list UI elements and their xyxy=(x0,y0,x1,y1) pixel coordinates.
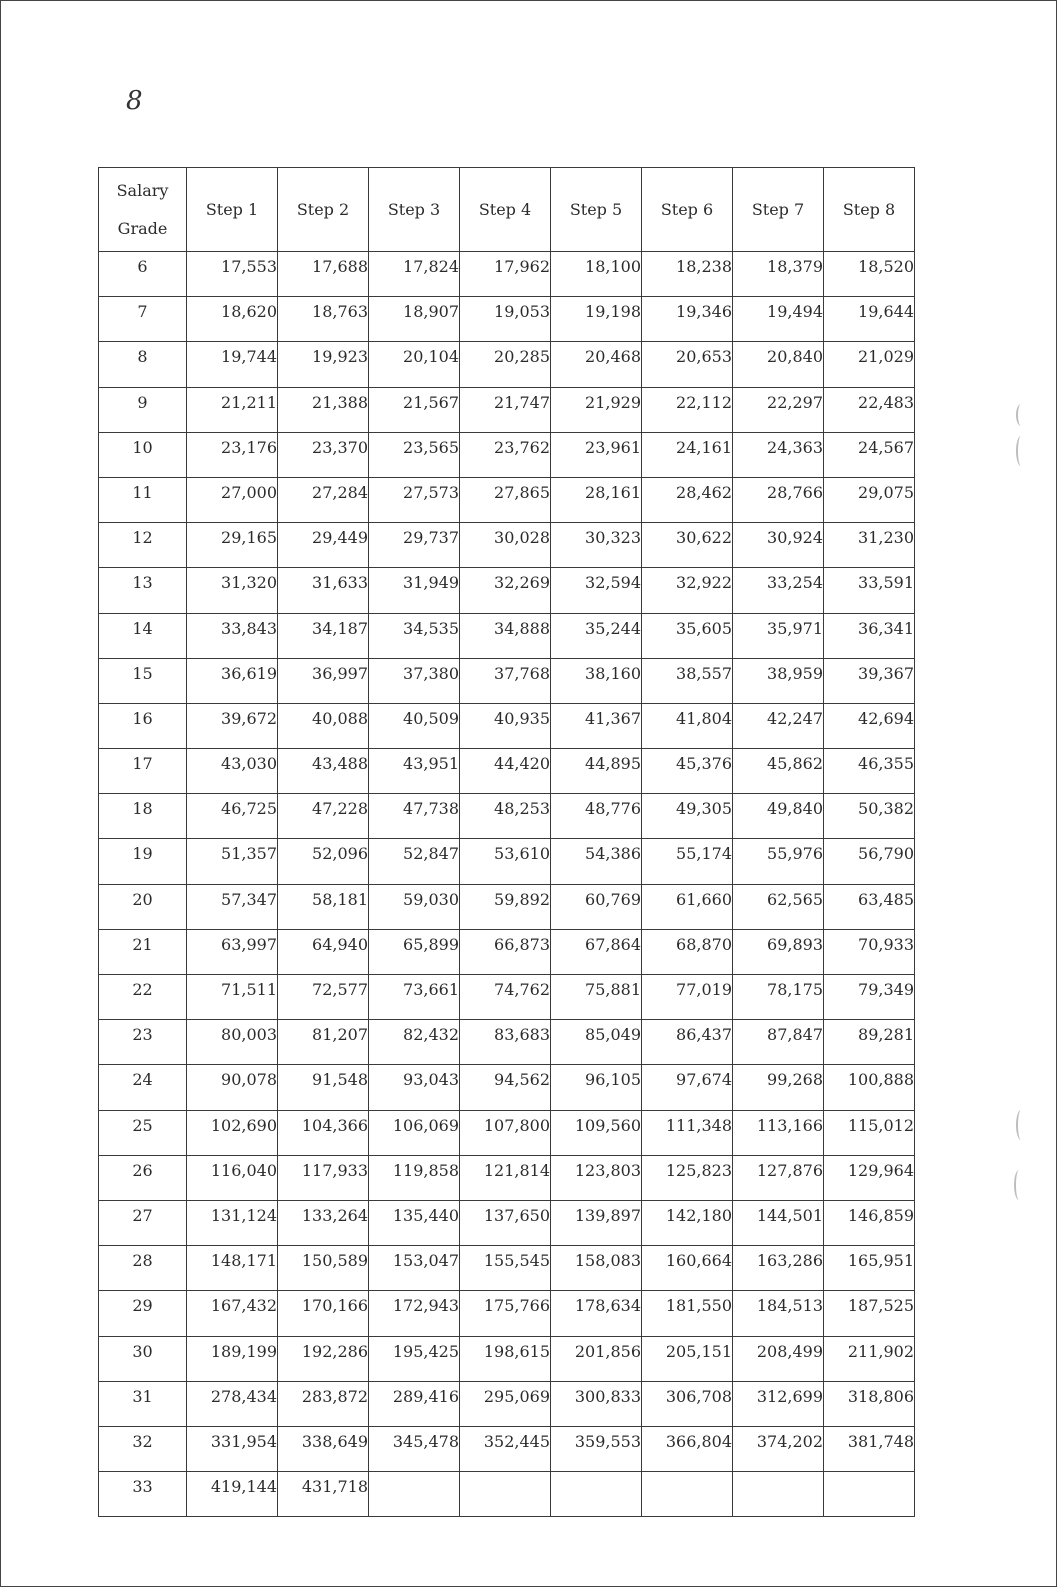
salary-grade-cell: 26 xyxy=(99,1155,187,1200)
salary-grade-cell: 33 xyxy=(99,1472,187,1517)
scan-mark xyxy=(1016,1110,1026,1140)
table-row xyxy=(99,1426,915,1471)
salary-amount-cell xyxy=(369,1472,460,1517)
table-row xyxy=(99,1381,915,1426)
table-row xyxy=(99,432,915,477)
salary-amount-cell: 20,285 xyxy=(460,342,551,387)
salary-amount-cell: 115,012 xyxy=(824,1110,915,1155)
salary-amount-cell: 53,610 xyxy=(460,839,551,884)
salary-amount-cell: 331,954 xyxy=(187,1426,278,1471)
salary-amount-cell: 74,762 xyxy=(460,975,551,1020)
salary-amount-cell: 121,814 xyxy=(460,1155,551,1200)
salary-amount-cell: 381,748 xyxy=(824,1426,915,1471)
salary-amount-cell: 211,902 xyxy=(824,1336,915,1381)
salary-amount-cell: 47,228 xyxy=(278,794,369,839)
salary-amount-cell: 37,768 xyxy=(460,658,551,703)
salary-amount-cell: 21,929 xyxy=(551,387,642,432)
salary-amount-cell: 22,483 xyxy=(824,387,915,432)
step-5-header: Step 5 xyxy=(551,168,642,252)
salary-amount-cell: 32,922 xyxy=(642,568,733,613)
salary-amount-cell: 104,366 xyxy=(278,1110,369,1155)
salary-grade-cell: 6 xyxy=(99,252,187,297)
table-row xyxy=(99,1065,915,1110)
salary-amount-cell: 22,297 xyxy=(733,387,824,432)
salary-amount-cell: 37,380 xyxy=(369,658,460,703)
salary-amount-cell: 18,763 xyxy=(278,297,369,342)
salary-amount-cell: 17,824 xyxy=(369,252,460,297)
table-row xyxy=(99,975,915,1020)
salary-amount-cell: 119,858 xyxy=(369,1155,460,1200)
salary-amount-cell: 38,557 xyxy=(642,658,733,703)
salary-amount-cell: 19,346 xyxy=(642,297,733,342)
salary-amount-cell: 44,420 xyxy=(460,749,551,794)
salary-amount-cell: 18,620 xyxy=(187,297,278,342)
salary-amount-cell: 198,615 xyxy=(460,1336,551,1381)
salary-grade-cell: 31 xyxy=(99,1381,187,1426)
salary-amount-cell: 55,976 xyxy=(733,839,824,884)
salary-amount-cell: 117,933 xyxy=(278,1155,369,1200)
salary-amount-cell: 150,589 xyxy=(278,1246,369,1291)
salary-amount-cell: 69,893 xyxy=(733,929,824,974)
table-row xyxy=(99,794,915,839)
salary-schedule-table xyxy=(98,167,915,1517)
salary-amount-cell: 123,803 xyxy=(551,1155,642,1200)
salary-grade-cell: 13 xyxy=(99,568,187,613)
salary-amount-cell: 28,766 xyxy=(733,477,824,522)
salary-amount-cell: 40,088 xyxy=(278,703,369,748)
salary-amount-cell: 21,029 xyxy=(824,342,915,387)
salary-amount-cell: 172,943 xyxy=(369,1291,460,1336)
table-row xyxy=(99,342,915,387)
salary-amount-cell: 60,769 xyxy=(551,884,642,929)
salary-amount-cell: 23,762 xyxy=(460,432,551,477)
salary-amount-cell: 366,804 xyxy=(642,1426,733,1471)
salary-amount-cell: 31,230 xyxy=(824,523,915,568)
table-row xyxy=(99,929,915,974)
salary-amount-cell: 111,348 xyxy=(642,1110,733,1155)
table-body xyxy=(99,252,915,1517)
salary-amount-cell: 18,379 xyxy=(733,252,824,297)
table-row xyxy=(99,1200,915,1245)
table-row xyxy=(99,568,915,613)
table-row xyxy=(99,523,915,568)
table-row xyxy=(99,1246,915,1291)
salary-amount-cell: 87,847 xyxy=(733,1020,824,1065)
salary-amount-cell: 52,847 xyxy=(369,839,460,884)
salary-amount-cell: 49,305 xyxy=(642,794,733,839)
salary-grade-cell: 21 xyxy=(99,929,187,974)
salary-amount-cell: 38,160 xyxy=(551,658,642,703)
salary-amount-cell: 61,660 xyxy=(642,884,733,929)
salary-grade-cell: 10 xyxy=(99,432,187,477)
scan-mark xyxy=(1016,404,1026,426)
salary-amount-cell: 99,268 xyxy=(733,1065,824,1110)
step-7-header: Step 7 xyxy=(733,168,824,252)
salary-amount-cell: 18,100 xyxy=(551,252,642,297)
salary-amount-cell: 90,078 xyxy=(187,1065,278,1110)
salary-amount-cell: 31,320 xyxy=(187,568,278,613)
table-row xyxy=(99,477,915,522)
scan-mark xyxy=(1016,436,1026,466)
salary-amount-cell: 165,951 xyxy=(824,1246,915,1291)
salary-amount-cell xyxy=(733,1472,824,1517)
salary-amount-cell xyxy=(824,1472,915,1517)
salary-amount-cell: 41,804 xyxy=(642,703,733,748)
salary-amount-cell: 43,951 xyxy=(369,749,460,794)
salary-amount-cell: 43,030 xyxy=(187,749,278,794)
page-number: 8 xyxy=(126,86,143,116)
table-row xyxy=(99,1291,915,1336)
salary-amount-cell: 36,341 xyxy=(824,613,915,658)
salary-amount-cell: 30,924 xyxy=(733,523,824,568)
salary-amount-cell: 18,238 xyxy=(642,252,733,297)
salary-amount-cell: 33,843 xyxy=(187,613,278,658)
salary-amount-cell: 66,873 xyxy=(460,929,551,974)
salary-grade-cell: 14 xyxy=(99,613,187,658)
salary-amount-cell: 17,688 xyxy=(278,252,369,297)
salary-amount-cell: 27,865 xyxy=(460,477,551,522)
salary-amount-cell: 46,725 xyxy=(187,794,278,839)
salary-amount-cell: 106,069 xyxy=(369,1110,460,1155)
salary-amount-cell: 28,161 xyxy=(551,477,642,522)
salary-amount-cell: 41,367 xyxy=(551,703,642,748)
salary-grade-cell: 24 xyxy=(99,1065,187,1110)
salary-amount-cell: 96,105 xyxy=(551,1065,642,1110)
salary-grade-cell: 28 xyxy=(99,1246,187,1291)
table-row xyxy=(99,658,915,703)
salary-amount-cell: 38,959 xyxy=(733,658,824,703)
salary-grade-cell: 27 xyxy=(99,1200,187,1245)
salary-amount-cell: 17,962 xyxy=(460,252,551,297)
table-row xyxy=(99,703,915,748)
salary-amount-cell: 35,244 xyxy=(551,613,642,658)
table-row xyxy=(99,1110,915,1155)
salary-grade-cell: 25 xyxy=(99,1110,187,1155)
salary-amount-cell: 19,923 xyxy=(278,342,369,387)
salary-amount-cell: 29,075 xyxy=(824,477,915,522)
salary-amount-cell: 29,737 xyxy=(369,523,460,568)
salary-amount-cell: 48,776 xyxy=(551,794,642,839)
salary-amount-cell: 71,511 xyxy=(187,975,278,1020)
salary-amount-cell: 56,790 xyxy=(824,839,915,884)
salary-amount-cell: 24,567 xyxy=(824,432,915,477)
salary-amount-cell: 187,525 xyxy=(824,1291,915,1336)
salary-amount-cell: 21,747 xyxy=(460,387,551,432)
salary-amount-cell: 54,386 xyxy=(551,839,642,884)
salary-amount-cell: 36,619 xyxy=(187,658,278,703)
salary-amount-cell: 20,468 xyxy=(551,342,642,387)
salary-amount-cell: 19,494 xyxy=(733,297,824,342)
salary-amount-cell: 100,888 xyxy=(824,1065,915,1110)
salary-amount-cell: 175,766 xyxy=(460,1291,551,1336)
table-row xyxy=(99,1336,915,1381)
scan-mark xyxy=(1014,1170,1024,1200)
salary-amount-cell: 181,550 xyxy=(642,1291,733,1336)
salary-grade-cell: 32 xyxy=(99,1426,187,1471)
salary-amount-cell: 23,370 xyxy=(278,432,369,477)
salary-amount-cell: 81,207 xyxy=(278,1020,369,1065)
salary-amount-cell: 27,573 xyxy=(369,477,460,522)
salary-amount-cell: 178,634 xyxy=(551,1291,642,1336)
salary-amount-cell: 201,856 xyxy=(551,1336,642,1381)
salary-amount-cell: 30,028 xyxy=(460,523,551,568)
salary-amount-cell: 93,043 xyxy=(369,1065,460,1110)
salary-amount-cell: 283,872 xyxy=(278,1381,369,1426)
salary-grade-cell: 17 xyxy=(99,749,187,794)
salary-amount-cell: 49,840 xyxy=(733,794,824,839)
salary-amount-cell: 352,445 xyxy=(460,1426,551,1471)
salary-amount-cell: 35,605 xyxy=(642,613,733,658)
salary-amount-cell: 205,151 xyxy=(642,1336,733,1381)
salary-amount-cell: 51,357 xyxy=(187,839,278,884)
salary-amount-cell: 78,175 xyxy=(733,975,824,1020)
salary-amount-cell: 64,940 xyxy=(278,929,369,974)
salary-amount-cell: 21,388 xyxy=(278,387,369,432)
salary-amount-cell: 55,174 xyxy=(642,839,733,884)
salary-amount-cell: 40,509 xyxy=(369,703,460,748)
step-8-header: Step 8 xyxy=(824,168,915,252)
salary-grade-cell: 16 xyxy=(99,703,187,748)
salary-amount-cell: 21,567 xyxy=(369,387,460,432)
step-3-header: Step 3 xyxy=(369,168,460,252)
salary-amount-cell: 24,161 xyxy=(642,432,733,477)
table-row xyxy=(99,1155,915,1200)
table-row xyxy=(99,297,915,342)
salary-grade-cell: 8 xyxy=(99,342,187,387)
salary-amount-cell: 35,971 xyxy=(733,613,824,658)
salary-amount-cell: 19,644 xyxy=(824,297,915,342)
salary-grade-cell: 7 xyxy=(99,297,187,342)
salary-amount-cell: 137,650 xyxy=(460,1200,551,1245)
salary-amount-cell: 52,096 xyxy=(278,839,369,884)
table-row xyxy=(99,613,915,658)
salary-amount-cell: 43,488 xyxy=(278,749,369,794)
salary-amount-cell: 91,548 xyxy=(278,1065,369,1110)
salary-amount-cell: 131,124 xyxy=(187,1200,278,1245)
salary-amount-cell: 59,030 xyxy=(369,884,460,929)
salary-amount-cell: 116,040 xyxy=(187,1155,278,1200)
salary-amount-cell: 50,382 xyxy=(824,794,915,839)
salary-amount-cell: 27,000 xyxy=(187,477,278,522)
table-row xyxy=(99,749,915,794)
salary-amount-cell: 59,892 xyxy=(460,884,551,929)
salary-amount-cell: 39,672 xyxy=(187,703,278,748)
salary-amount-cell: 28,462 xyxy=(642,477,733,522)
salary-amount-cell: 24,363 xyxy=(733,432,824,477)
salary-grade-header-line1: Salary xyxy=(116,180,169,200)
salary-amount-cell: 68,870 xyxy=(642,929,733,974)
salary-amount-cell: 419,144 xyxy=(187,1472,278,1517)
salary-amount-cell: 44,895 xyxy=(551,749,642,794)
salary-amount-cell: 29,165 xyxy=(187,523,278,568)
salary-amount-cell: 63,485 xyxy=(824,884,915,929)
salary-amount-cell: 39,367 xyxy=(824,658,915,703)
salary-amount-cell: 109,560 xyxy=(551,1110,642,1155)
table-row xyxy=(99,839,915,884)
salary-grade-cell: 9 xyxy=(99,387,187,432)
salary-amount-cell: 20,840 xyxy=(733,342,824,387)
salary-amount-cell: 102,690 xyxy=(187,1110,278,1155)
salary-amount-cell: 94,562 xyxy=(460,1065,551,1110)
table-row xyxy=(99,252,915,297)
salary-grade-cell: 23 xyxy=(99,1020,187,1065)
salary-amount-cell xyxy=(460,1472,551,1517)
salary-amount-cell: 318,806 xyxy=(824,1381,915,1426)
salary-amount-cell: 20,104 xyxy=(369,342,460,387)
salary-amount-cell: 30,323 xyxy=(551,523,642,568)
salary-amount-cell: 47,738 xyxy=(369,794,460,839)
salary-amount-cell: 374,202 xyxy=(733,1426,824,1471)
salary-grade-cell: 19 xyxy=(99,839,187,884)
salary-amount-cell: 58,181 xyxy=(278,884,369,929)
salary-amount-cell: 65,899 xyxy=(369,929,460,974)
salary-amount-cell: 125,823 xyxy=(642,1155,733,1200)
salary-amount-cell: 129,964 xyxy=(824,1155,915,1200)
salary-amount-cell: 146,859 xyxy=(824,1200,915,1245)
table-row xyxy=(99,884,915,929)
salary-amount-cell: 85,049 xyxy=(551,1020,642,1065)
salary-amount-cell: 148,171 xyxy=(187,1246,278,1291)
salary-grade-cell: 22 xyxy=(99,975,187,1020)
salary-grade-header-line2: Grade xyxy=(117,218,168,238)
salary-amount-cell: 48,253 xyxy=(460,794,551,839)
salary-amount-cell: 19,744 xyxy=(187,342,278,387)
salary-grade-cell: 29 xyxy=(99,1291,187,1336)
salary-amount-cell: 33,254 xyxy=(733,568,824,613)
salary-grade-cell: 30 xyxy=(99,1336,187,1381)
salary-amount-cell: 345,478 xyxy=(369,1426,460,1471)
salary-amount-cell: 170,166 xyxy=(278,1291,369,1336)
salary-grade-cell: 15 xyxy=(99,658,187,703)
salary-amount-cell: 42,247 xyxy=(733,703,824,748)
salary-amount-cell: 62,565 xyxy=(733,884,824,929)
salary-amount-cell: 18,907 xyxy=(369,297,460,342)
salary-amount-cell: 72,577 xyxy=(278,975,369,1020)
salary-amount-cell: 89,281 xyxy=(824,1020,915,1065)
salary-grade-cell: 18 xyxy=(99,794,187,839)
salary-amount-cell xyxy=(642,1472,733,1517)
salary-amount-cell: 19,053 xyxy=(460,297,551,342)
salary-amount-cell: 67,864 xyxy=(551,929,642,974)
salary-amount-cell: 34,535 xyxy=(369,613,460,658)
salary-amount-cell: 36,997 xyxy=(278,658,369,703)
salary-amount-cell: 135,440 xyxy=(369,1200,460,1245)
salary-grade-cell: 11 xyxy=(99,477,187,522)
salary-grade-cell: 20 xyxy=(99,884,187,929)
salary-amount-cell: 155,545 xyxy=(460,1246,551,1291)
step-6-header: Step 6 xyxy=(642,168,733,252)
salary-amount-cell: 160,664 xyxy=(642,1246,733,1291)
step-1-header: Step 1 xyxy=(187,168,278,252)
salary-amount-cell: 306,708 xyxy=(642,1381,733,1426)
salary-amount-cell: 32,594 xyxy=(551,568,642,613)
salary-amount-cell: 73,661 xyxy=(369,975,460,1020)
salary-amount-cell: 19,198 xyxy=(551,297,642,342)
salary-amount-cell: 338,649 xyxy=(278,1426,369,1471)
salary-grade-cell: 12 xyxy=(99,523,187,568)
salary-amount-cell: 17,553 xyxy=(187,252,278,297)
salary-amount-cell: 82,432 xyxy=(369,1020,460,1065)
salary-amount-cell: 139,897 xyxy=(551,1200,642,1245)
salary-amount-cell: 34,888 xyxy=(460,613,551,658)
table-header-row xyxy=(99,168,915,252)
salary-amount-cell: 23,961 xyxy=(551,432,642,477)
salary-amount-cell: 18,520 xyxy=(824,252,915,297)
salary-amount-cell: 45,376 xyxy=(642,749,733,794)
salary-amount-cell: 312,699 xyxy=(733,1381,824,1426)
salary-amount-cell: 113,166 xyxy=(733,1110,824,1155)
step-4-header: Step 4 xyxy=(460,168,551,252)
salary-amount-cell: 29,449 xyxy=(278,523,369,568)
salary-amount-cell: 20,653 xyxy=(642,342,733,387)
salary-amount-cell: 27,284 xyxy=(278,477,369,522)
salary-amount-cell: 195,425 xyxy=(369,1336,460,1381)
salary-amount-cell: 21,211 xyxy=(187,387,278,432)
salary-amount-cell: 34,187 xyxy=(278,613,369,658)
salary-amount-cell: 83,683 xyxy=(460,1020,551,1065)
salary-amount-cell: 133,264 xyxy=(278,1200,369,1245)
salary-grade-header xyxy=(99,168,187,252)
salary-amount-cell: 46,355 xyxy=(824,749,915,794)
salary-amount-cell: 77,019 xyxy=(642,975,733,1020)
salary-amount-cell: 31,949 xyxy=(369,568,460,613)
salary-amount-cell: 23,176 xyxy=(187,432,278,477)
salary-amount-cell xyxy=(551,1472,642,1517)
table-row xyxy=(99,387,915,432)
salary-amount-cell: 189,199 xyxy=(187,1336,278,1381)
salary-amount-cell: 163,286 xyxy=(733,1246,824,1291)
salary-amount-cell: 22,112 xyxy=(642,387,733,432)
salary-amount-cell: 42,694 xyxy=(824,703,915,748)
salary-amount-cell: 33,591 xyxy=(824,568,915,613)
salary-amount-cell: 32,269 xyxy=(460,568,551,613)
salary-amount-cell: 127,876 xyxy=(733,1155,824,1200)
step-2-header: Step 2 xyxy=(278,168,369,252)
salary-amount-cell: 359,553 xyxy=(551,1426,642,1471)
salary-amount-cell: 40,935 xyxy=(460,703,551,748)
salary-amount-cell: 167,432 xyxy=(187,1291,278,1336)
salary-amount-cell: 107,800 xyxy=(460,1110,551,1155)
salary-amount-cell: 144,501 xyxy=(733,1200,824,1245)
table-row xyxy=(99,1020,915,1065)
salary-amount-cell: 97,674 xyxy=(642,1065,733,1110)
salary-amount-cell: 153,047 xyxy=(369,1246,460,1291)
salary-amount-cell: 23,565 xyxy=(369,432,460,477)
salary-amount-cell: 142,180 xyxy=(642,1200,733,1245)
salary-amount-cell: 208,499 xyxy=(733,1336,824,1381)
salary-amount-cell: 289,416 xyxy=(369,1381,460,1426)
salary-amount-cell: 158,083 xyxy=(551,1246,642,1291)
salary-amount-cell: 45,862 xyxy=(733,749,824,794)
salary-amount-cell: 300,833 xyxy=(551,1381,642,1426)
salary-amount-cell: 295,069 xyxy=(460,1381,551,1426)
salary-amount-cell: 79,349 xyxy=(824,975,915,1020)
salary-amount-cell: 192,286 xyxy=(278,1336,369,1381)
salary-amount-cell: 30,622 xyxy=(642,523,733,568)
salary-amount-cell: 63,997 xyxy=(187,929,278,974)
salary-amount-cell: 80,003 xyxy=(187,1020,278,1065)
salary-amount-cell: 31,633 xyxy=(278,568,369,613)
salary-amount-cell: 431,718 xyxy=(278,1472,369,1517)
salary-amount-cell: 75,881 xyxy=(551,975,642,1020)
table-row xyxy=(99,1472,915,1517)
salary-amount-cell: 184,513 xyxy=(733,1291,824,1336)
salary-amount-cell: 86,437 xyxy=(642,1020,733,1065)
salary-amount-cell: 70,933 xyxy=(824,929,915,974)
salary-amount-cell: 278,434 xyxy=(187,1381,278,1426)
salary-amount-cell: 57,347 xyxy=(187,884,278,929)
